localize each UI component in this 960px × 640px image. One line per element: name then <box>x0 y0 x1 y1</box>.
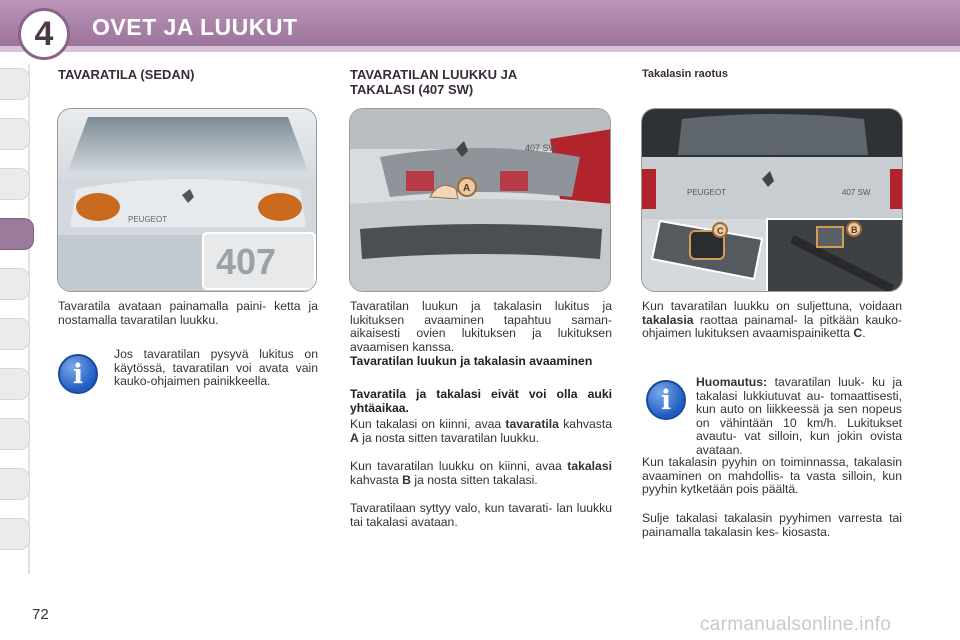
side-tab-8[interactable] <box>0 418 30 450</box>
sw-paragraph-2 <box>350 460 612 487</box>
photo-sw-tailgate <box>349 108 611 292</box>
sw-p2-key: B <box>402 472 411 487</box>
side-tab-5[interactable] <box>0 268 30 300</box>
side-tab-6[interactable] <box>0 318 30 350</box>
side-tab-2[interactable] <box>0 118 30 150</box>
photo-badge-sw: 407 SW <box>525 143 558 153</box>
page-number: 72 <box>32 606 49 623</box>
sw-p2-pre: Kun tavaratilan luukku on kiinni, avaa <box>350 459 568 473</box>
sw-paragraph-1 <box>350 418 612 445</box>
photo-badge-rw: 407 SW <box>842 188 871 197</box>
rw-paragraph-2: Kun takalasin pyyhin on toiminnassa, takalasin avaaminen on mahdollis- ta vasta silloin, kun pyyhin kytketään pois päältä. <box>642 455 902 497</box>
side-tab-1[interactable] <box>0 68 30 100</box>
photo-label-a: A <box>463 183 471 194</box>
sw-subheading-warning: Tavaratila ja takalasi eivät voi olla auki yhtäaikaa. <box>350 387 612 415</box>
rw-note-label: Huomautus: <box>696 375 768 389</box>
side-tab-9[interactable] <box>0 468 30 500</box>
watermark: carmanualsonline.info <box>700 614 892 635</box>
side-tab-4-active[interactable] <box>0 218 34 250</box>
sw-p1-post: ja nosta sitten tavaratilan luukku. <box>358 430 540 445</box>
section-title-sw-line2: TAKALASI (407 SW) <box>350 82 474 97</box>
side-tabs <box>0 58 34 578</box>
sw-p2-post: ja nosta sitten takalasi. <box>410 472 538 487</box>
sw-paragraph-3: Tavaratilaan syttyy valo, kun tavarati- lan luukku tai takalasi avataan. <box>350 501 612 529</box>
sw-p2-mid: kahvasta <box>350 472 403 487</box>
side-tab-10[interactable] <box>0 518 30 550</box>
chapter-title: OVET JA LUUKUT <box>92 14 298 40</box>
photo-brand-sedan: PEUGEOT <box>128 215 168 224</box>
sw-p1-bold: tavaratila <box>505 417 559 431</box>
rw-p1-bold: takalasia <box>642 312 694 327</box>
side-tab-3[interactable] <box>0 168 30 200</box>
section-title-rear-window: Takalasin raotus <box>642 68 728 80</box>
rw-p1-key: C <box>853 326 863 341</box>
photo-label-c: C <box>717 226 724 236</box>
info-icon: i <box>58 354 98 394</box>
sedan-note-text: Jos tavaratilan pysyvä lukitus on käytössä, tavaratilan voi avata vain kauko-ohjaimen painikkeella. <box>114 347 318 389</box>
sw-p1-key: A <box>350 430 359 445</box>
section-title-sedan: TAVARATILA (SEDAN) <box>58 67 195 82</box>
chapter-number: 4 <box>18 8 70 60</box>
sw-intro-text: Tavaratilan luukun ja takalasin lukitus ja lukituksen avaaminen tapahtuu saman- aikaisesti ovien lukituksen ja lukituksen avaamisen kanssa. <box>350 299 612 354</box>
rw-p1-mid: raottaa painamal- la pitkään kauko-ohjaimen lukituksen avaamispainiketta <box>642 312 902 341</box>
info-icon: i <box>646 380 686 420</box>
photo-badge-sedan: 407 <box>216 241 277 282</box>
rw-paragraph-3: Sulje takalasi takalasin pyyhimen varresta tai painamalla takalasin kes- kiosasta. <box>642 511 902 539</box>
sw-p2-bold: takalasi <box>567 459 612 473</box>
side-tab-7[interactable] <box>0 368 30 400</box>
photo-rear-window-remote <box>641 108 903 292</box>
photo-sedan-trunk <box>57 108 317 292</box>
sw-p1-mid: kahvasta <box>558 417 612 431</box>
photo-brand-rw: PEUGEOT <box>687 188 727 197</box>
header-underline <box>0 46 960 52</box>
rw-note-top <box>696 376 902 458</box>
sedan-body-text: Tavaratila avataan painamalla paini- ketta ja nostamalla tavaratilan luukku. <box>58 299 318 327</box>
sw-subheading-open: Tavaratilan luukun ja takalasin avaaminen <box>350 354 593 368</box>
section-title-sw-line1: TAVARATILAN LUUKKU JA <box>350 67 518 82</box>
rw-note-text: tavaratilan luuk- ku ja takalasi lukkiutuvat au- tomaattisesti, kun auto on liikkeessä ja sen nopeus on vähintään 10 km/h. Lukitukset avautu- vat silloin, kun jokin ovista avataan. <box>696 375 902 457</box>
rw-paragraph-1 <box>642 300 902 341</box>
photo-label-b: B <box>851 225 858 235</box>
rw-p1-pre: Kun tavaratilan luukku on suljettuna, voidaan <box>642 299 902 313</box>
rw-p1-end: . <box>862 326 866 341</box>
sw-p1-pre: Kun takalasi on kiinni, avaa <box>350 417 506 431</box>
